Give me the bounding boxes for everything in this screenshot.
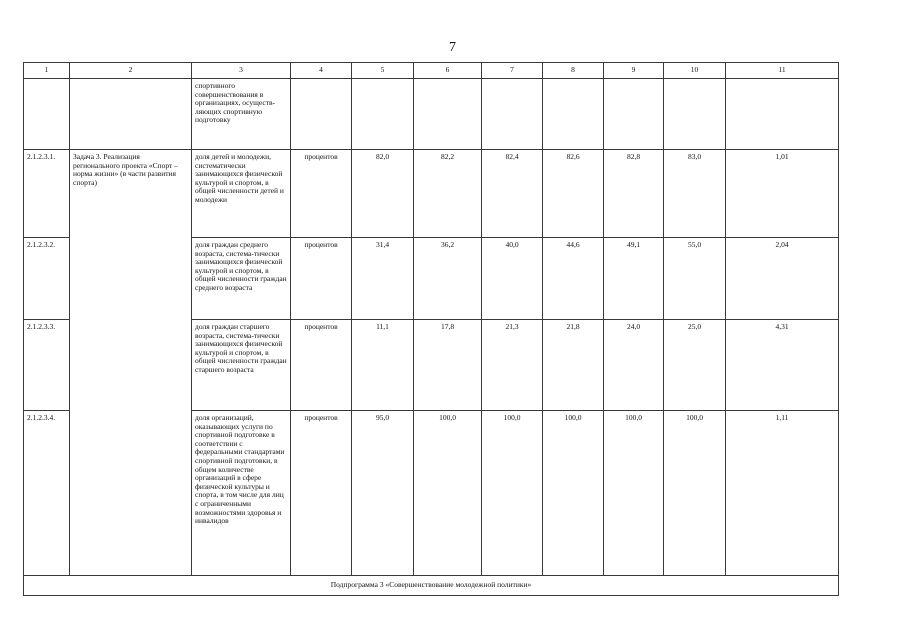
indicator-cell: доля граждан среднего возраста, система-тически занимающихся физической культурой и спортом, в общей численности граждан среднего возраста xyxy=(192,238,291,320)
unit-cell: процентов xyxy=(291,150,352,238)
value-cell xyxy=(664,79,726,150)
value-cell: 1,01 xyxy=(726,150,839,238)
value-cell: 11,1 xyxy=(352,320,414,411)
page-number: 7 xyxy=(449,40,456,55)
column-number: 8 xyxy=(543,63,604,79)
task-cell xyxy=(70,79,192,150)
value-cell: 49,1 xyxy=(604,238,664,320)
column-number: 4 xyxy=(291,63,352,79)
column-number: 10 xyxy=(664,63,726,79)
subprogram-row xyxy=(24,576,839,596)
table-row xyxy=(24,150,839,238)
value-cell: 2,04 xyxy=(726,238,839,320)
value-cell: 95,0 xyxy=(352,411,414,576)
indicator-cell: доля организаций, оказывающих услуги по спортивной подготовке в соответствии с федеральными стандартами спортивной подготовки, в общем количестве организаций в сфере физической культуры и спорта, в том числе для лиц с ограниченными возможностями здоровья и инвалидов xyxy=(192,411,291,576)
indicator-cell: доля граждан старшего возраста, система-тически занимающихся физической культурой и спортом, в общей численности граждан старшего возраста xyxy=(192,320,291,411)
code-cell xyxy=(24,79,70,150)
value-cell: 21,8 xyxy=(543,320,604,411)
subprogram-title: Подпрограмма 3 «Совершенствование молодежной политики» xyxy=(24,576,839,596)
column-number: 6 xyxy=(414,63,482,79)
value-cell xyxy=(352,79,414,150)
indicators-table xyxy=(23,62,839,596)
unit-cell: процентов xyxy=(291,238,352,320)
value-cell: 44,6 xyxy=(543,238,604,320)
value-cell: 100,0 xyxy=(543,411,604,576)
value-cell: 100,0 xyxy=(604,411,664,576)
value-cell: 31,4 xyxy=(352,238,414,320)
value-cell: 83,0 xyxy=(664,150,726,238)
value-cell xyxy=(543,79,604,150)
value-cell: 100,0 xyxy=(414,411,482,576)
column-number: 1 xyxy=(24,63,70,79)
value-cell: 21,3 xyxy=(482,320,543,411)
value-cell: 82,8 xyxy=(604,150,664,238)
unit-cell: процентов xyxy=(291,320,352,411)
value-cell: 100,0 xyxy=(664,411,726,576)
column-number: 2 xyxy=(70,63,192,79)
column-number: 7 xyxy=(482,63,543,79)
task-cell: Задача 3. Реализация регионального проекта «Спорт – норма жизни» (в части развития спорта) xyxy=(70,150,192,576)
code-cell: 2.1.2.3.4. xyxy=(24,411,70,576)
code-cell: 2.1.2.3.1. xyxy=(24,150,70,238)
value-cell: 82,0 xyxy=(352,150,414,238)
continuation-row xyxy=(24,79,839,150)
value-cell: 24,0 xyxy=(604,320,664,411)
column-number: 11 xyxy=(726,63,839,79)
value-cell: 82,6 xyxy=(543,150,604,238)
code-cell: 2.1.2.3.2. xyxy=(24,238,70,320)
column-number: 5 xyxy=(352,63,414,79)
value-cell: 100,0 xyxy=(482,411,543,576)
code-cell: 2.1.2.3.3. xyxy=(24,320,70,411)
column-number: 3 xyxy=(192,63,291,79)
column-number-row xyxy=(24,63,839,79)
value-cell: 17,8 xyxy=(414,320,482,411)
value-cell: 40,0 xyxy=(482,238,543,320)
column-number: 9 xyxy=(604,63,664,79)
value-cell: 25,0 xyxy=(664,320,726,411)
value-cell xyxy=(414,79,482,150)
value-cell xyxy=(604,79,664,150)
value-cell: 1,11 xyxy=(726,411,839,576)
value-cell: 36,2 xyxy=(414,238,482,320)
indicator-cell: спортивного совершенствования в организациях, осуществ-ляющих спортивную подготовку xyxy=(192,79,291,150)
value-cell: 4,31 xyxy=(726,320,839,411)
unit-cell: процентов xyxy=(291,411,352,576)
indicator-cell: доля детей и молодежи, систематически занимающихся физической культурой и спортом, в общей численности детей и молодежи xyxy=(192,150,291,238)
value-cell xyxy=(726,79,839,150)
unit-cell xyxy=(291,79,352,150)
value-cell: 55,0 xyxy=(664,238,726,320)
value-cell: 82,2 xyxy=(414,150,482,238)
value-cell: 82,4 xyxy=(482,150,543,238)
value-cell xyxy=(482,79,543,150)
